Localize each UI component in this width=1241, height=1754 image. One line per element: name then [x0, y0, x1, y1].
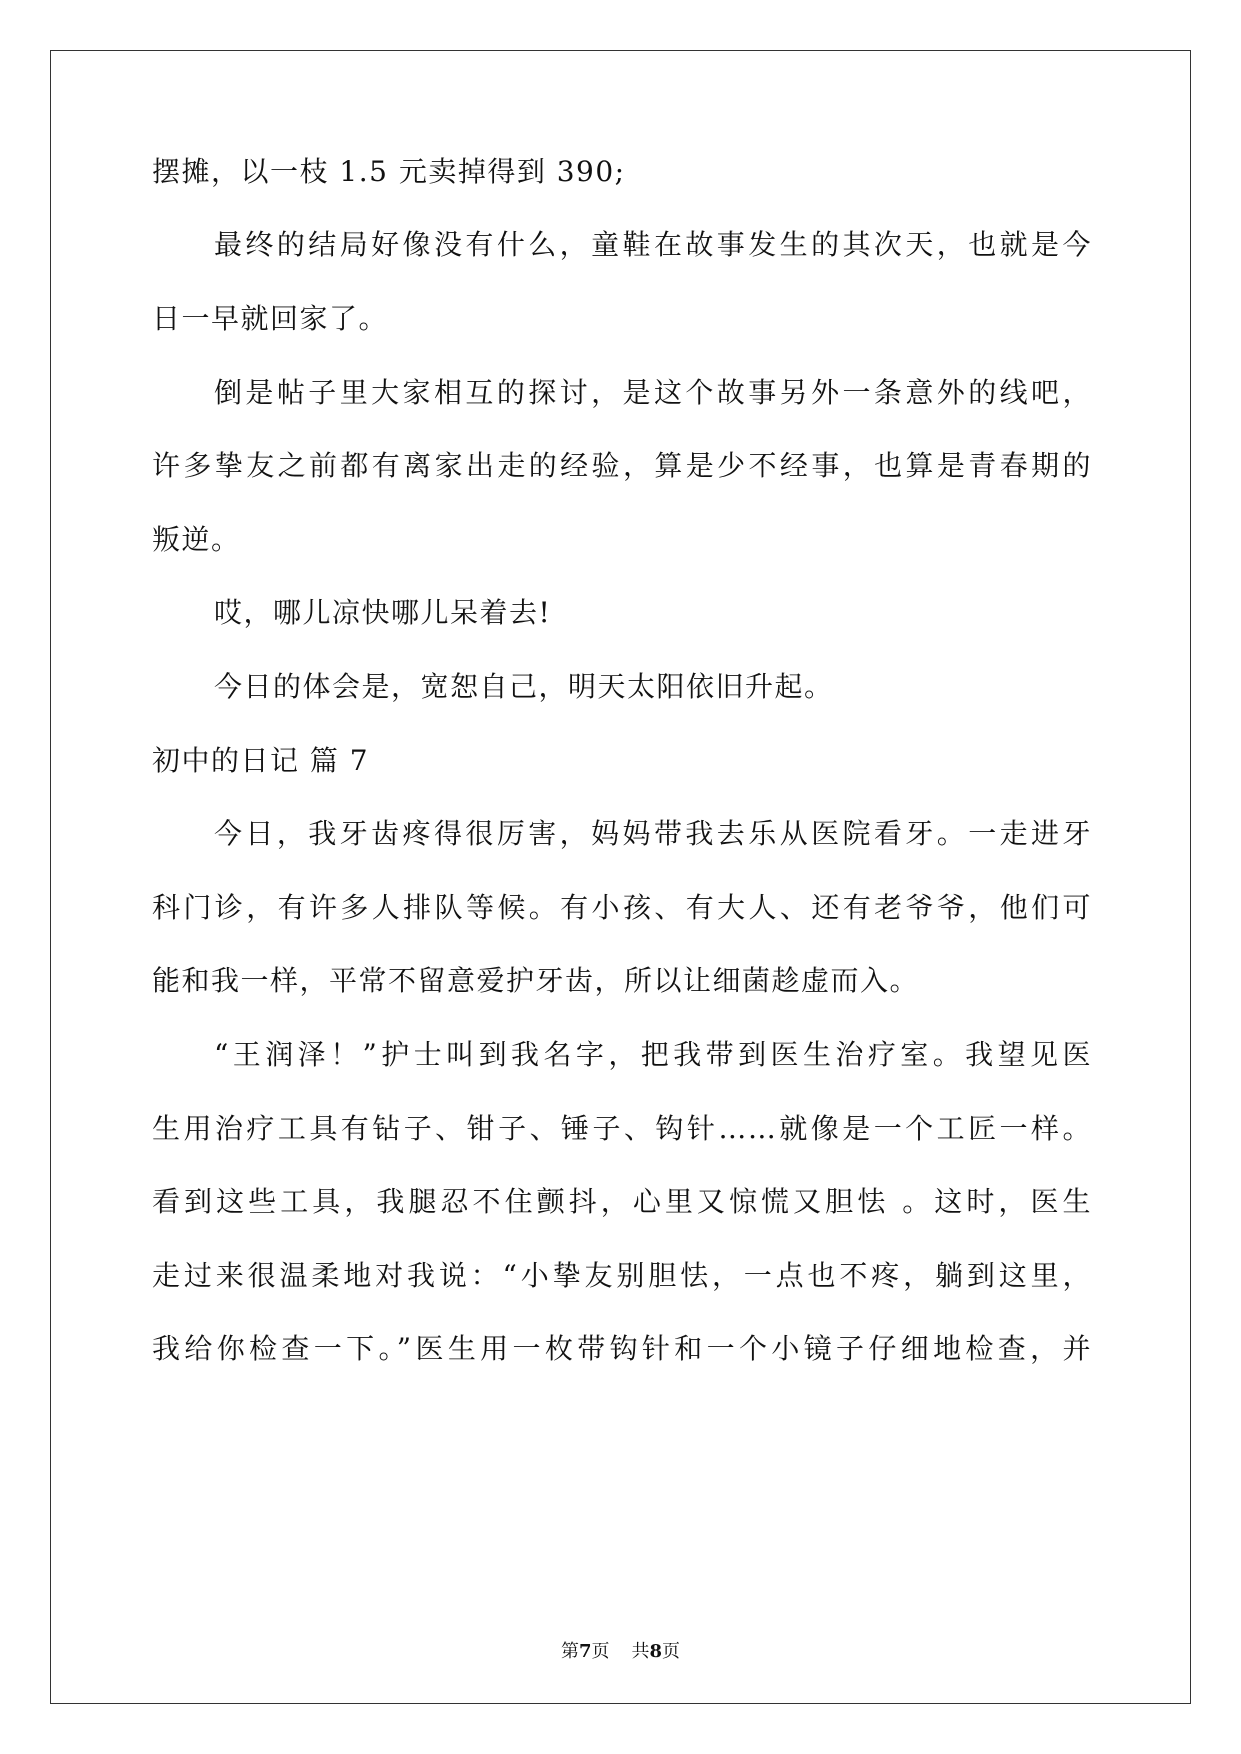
- section-heading: 初中的日记 篇 7: [152, 744, 370, 777]
- text-line-5: 许多挚友之前都有离家出走的经验，算是少不经事，也算是青春期的: [152, 449, 1092, 482]
- footer-total-suffix: 页: [662, 1641, 681, 1662]
- footer-total-pages: 8: [649, 1641, 663, 1662]
- text-line-15: 看到这些工具，我腿忍不住颤抖，心里又惊慌又胆怯 。这时，医生: [152, 1185, 1092, 1218]
- text-line-14: 生用治疗工具有钻子、钳子、锤子、钩针……就像是一个工匠一样。: [152, 1112, 1092, 1145]
- text-line-1: 摆摊，以一枝 1.5 元卖掉得到 390;: [152, 155, 626, 188]
- text-line-12: 能和我一样，平常不留意爱护牙齿，所以让细菌趁虚而入。: [152, 964, 920, 997]
- text-line-2: 最终的结局好像没有什么，童鞋在故事发生的其次天，也就是今: [214, 228, 1092, 261]
- text-line-13: “王润泽！”护士叫到我名字，把我带到医生治疗室。我望见医: [214, 1038, 1092, 1071]
- text-line-16: 走过来很温柔地对我说：“小挚友别胆怯，一点也不疼，躺到这里，: [152, 1259, 1092, 1292]
- text-line-3: 日一早就回家了。: [152, 302, 389, 335]
- text-line-4: 倒是帖子里大家相互的探讨，是这个故事另外一条意外的线吧，: [214, 376, 1092, 409]
- text-line-11: 科门诊，有许多人排队等候。有小孩、有大人、还有老爷爷，他们可: [152, 891, 1092, 924]
- footer-total-prefix: 共: [631, 1641, 650, 1662]
- text-line-17: 我给你检查一下。”医生用一枚带钩针和一个小镜子仔细地检查，并: [152, 1332, 1092, 1365]
- text-line-8: 今日的体会是，宽恕自己，明天太阳依旧升起。: [214, 670, 834, 703]
- footer-page-suffix: 页: [591, 1641, 610, 1662]
- text-line-6: 叛逆。: [152, 523, 241, 556]
- text-line-10: 今日，我牙齿疼得很厉害，妈妈带我去乐从医院看牙。一走进牙: [214, 817, 1092, 850]
- footer-page-number: 7: [578, 1641, 592, 1662]
- text-line-7: 哎，哪儿凉快哪儿呆着去!: [214, 596, 552, 629]
- footer-prefix: 第: [560, 1641, 579, 1662]
- page-footer: [0, 1640, 1241, 1664]
